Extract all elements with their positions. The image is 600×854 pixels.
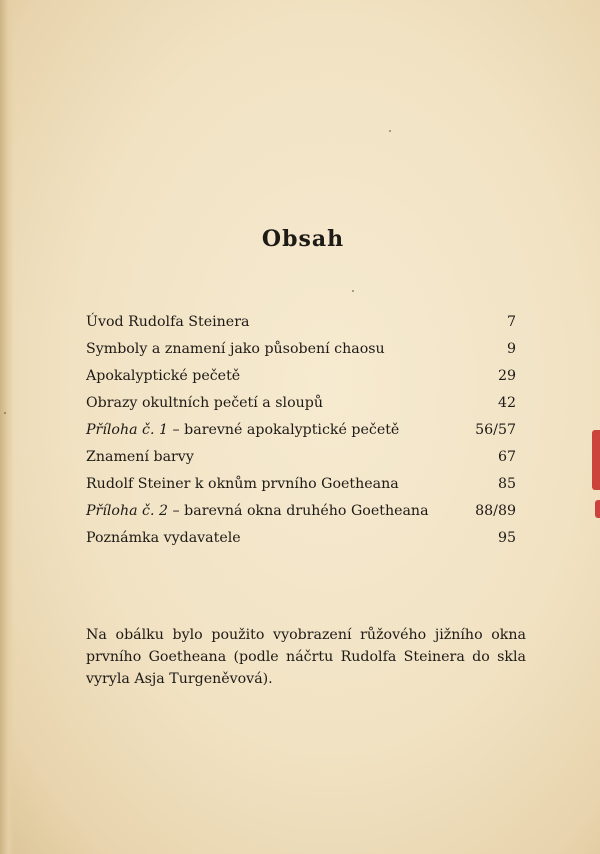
toc-entry [86, 417, 516, 444]
toc-entry [86, 363, 516, 390]
toc-entry-label: Apokalyptické pečetě [86, 368, 241, 384]
toc-entry [86, 444, 516, 471]
toc-entry-page: 42 [497, 395, 516, 411]
toc-entry-page: 56/57 [475, 422, 516, 438]
toc-entry-label: – barevné apokalyptické pečetě [168, 422, 400, 438]
toc-entry-label: Úvod Rudolfa Steinera [86, 314, 250, 330]
table-of-contents [86, 309, 516, 552]
paper-speck [4, 412, 6, 414]
red-stain [592, 430, 600, 490]
page-title: Obsah [261, 226, 345, 252]
toc-entry-label: Znamení barvy [86, 449, 194, 465]
toc-entry [86, 336, 516, 363]
toc-entry-page: 88/89 [475, 503, 516, 519]
toc-entry-page: 67 [497, 449, 516, 465]
toc-entry [86, 525, 516, 552]
red-stain-small [595, 500, 600, 518]
toc-entry [86, 309, 516, 336]
toc-entry-label: – barevná okna druhého Goetheana [168, 503, 429, 519]
toc-entry-page: 29 [497, 368, 516, 384]
toc-entry-prefix: Příloha č. 1 [86, 422, 169, 438]
paper-speck [389, 130, 391, 132]
toc-entry-page: 7 [506, 314, 516, 330]
toc-entry-page: 9 [506, 341, 516, 357]
paper-speck [352, 290, 354, 292]
toc-entry [86, 390, 516, 417]
toc-entry-label: Obrazy okultních pečetí a sloupů [86, 395, 323, 411]
toc-entry-page: 95 [497, 530, 516, 546]
page-edge [0, 0, 14, 854]
toc-entry-page: 85 [497, 476, 516, 492]
toc-entry-label: Symboly a znamení jako působení chaosu [86, 341, 385, 357]
toc-entry-prefix: Příloha č. 2 [86, 503, 169, 519]
cover-note: Na obálku bylo použito vyobrazení růžového jižního okna prvního Goetheana (podle náčrtu Rudolfa Steinera do skla vyryla Asja Turgeněvová). [86, 627, 526, 687]
toc-entry [86, 498, 516, 525]
toc-entry-label: Poznámka vydavatele [86, 530, 241, 546]
toc-entry [86, 471, 516, 498]
toc-entry-label: Rudolf Steiner k oknům prvního Goetheana [86, 476, 399, 492]
